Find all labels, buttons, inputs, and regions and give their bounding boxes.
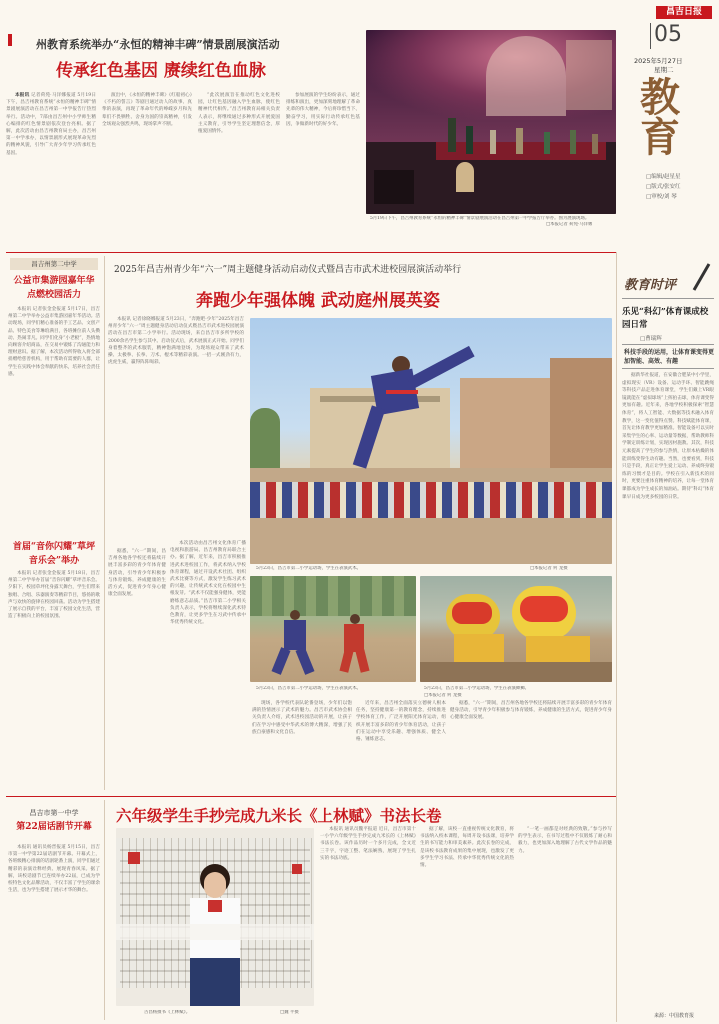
paragraph: 近年来，昌吉州全面落实立德树人根本任务，坚持健康第一的教育理念，持续推进学校体育工作，广泛开展阳光体育运动，组织开展丰富多彩的青少年体育活动，让孩子们在运动中享受乐趣、增强体质、健全人格、锤炼意志。 xyxy=(356,701,446,743)
story2-bottom3 xyxy=(450,700,612,792)
section-title: 教育 xyxy=(640,74,680,161)
page-number: 05 xyxy=(654,22,682,47)
paragraph: 本次活动由昌吉州文化体育广播电视和旅游局、昌吉州教育局联合主办。据了解，近年来，昌吉市积极推进武术进校园工作，将武术纳入学校体育课程，通过开设武术社团、组织武术比赛等方式，激发学生练习武术的兴趣，让传统武术文化在校园中生根发芽。“武术不仅能强身健体，更能磨练意志品质。”昌吉市第二小学相关负责人表示，学校将继续深化武术特色教育，让更多学生在习武中传承中华优秀传统文化。 xyxy=(170,541,246,626)
commentary-source: 来源：中国教育报 xyxy=(654,1013,695,1019)
commentary-badge-label: 教育时评 xyxy=(624,278,677,293)
paragraph: 本报讯 记者张金金报道 5月17日，昌吉州第二中学举办公益市集游园嘉年华活动。活动现场，同学们精心准备的手工艺品、文创产品、特色美食等琳琅满目，各班摊位前人头攒动、热闹非凡。同学们化身“小老板”，热情地向顾客介绍商品，在交易中锻炼了沟通能力和理财意识。据了解，本次活动所得收入将全部捐赠给慈善机构，用于帮助有需要的人群，让学生在实践中体会奉献的快乐，培养社会责任感。 xyxy=(8,307,100,377)
story1-kicker: 州教育系统举办“永恒的精神丰碑”情景剧展演活动 xyxy=(36,38,280,51)
commentary-badge xyxy=(622,262,714,296)
story2-bottom xyxy=(252,700,352,792)
photo-caption: 古昌杨摄书《上林赋》。 xyxy=(144,1010,191,1015)
issue-weekday: 星期二 xyxy=(654,66,674,74)
story1-body xyxy=(6,92,96,242)
story3-photo xyxy=(116,828,314,1006)
paragraph: 本报讯 通讯员杨晋报道 5月15日，昌吉市第一中学第22届话剧节开幕。开幕式上，各班级精心排演的话剧轮番上演，同学们通过精彩的表演诠释经典、展现青春风采。据了解，该校话剧节已连续举办22届，已成为学校特色文化品牌活动，不仅丰富了学生的课余生活，也为学生搭建了展示才华的舞台。 xyxy=(8,845,100,894)
paragraph: 据新华社报道，在安徽合肥某中小学里，虚拟现实（VR）设备、运动手环、智能跳绳等科技产品走进体育课堂，学生们戴上VR眼镜就能在“虚拟球场”上挥拍击球，体育课变得更加有趣。近年来，各地学校积极探索“智慧体育”，将人工智能、大数据等技术融入体育教学，这一变化值得点赞。科技赋能体育课，首先让体育教学更加精准。智能设备可以实时采集学生的心率、运动量等数据，帮助教师科学制定训练计划，实现因材施教。其次，科技元素提高了学生的参与热情，让原本枯燥的体能训练变得生动有趣。当然，也要看到，科技只是手段，真正让学生爱上运动、养成终身锻炼的习惯才是目的。学校在引入新技术的同时，更要注重体育精神的培养，让每一堂体育课都成为学生成长的加油站。期待“科幻”体育课早日成为更多校园的日常。 xyxy=(622,373,714,500)
side1-title: 公益市集游园嘉年华 点燃校园活力 xyxy=(13,276,95,300)
paragraph: 据悉，“六一”期间，昌吉州各地各学校还将陆续开展丰富多彩的青少年体育健身活动，引导青少年积极参与体育锻炼，养成健康的生活方式，促进青少年身心健康全面发展。 xyxy=(108,549,166,598)
paragraph: 参加展演的学生纷纷表示，通过排练和演出，更加深刻地理解了革命先辈的伟大精神，今后将珍惜当下、勤奋学习，用实际行动传承红色基因，争做新时代的好少年。 xyxy=(286,93,360,127)
story3-school: 昌吉市第一中学 xyxy=(29,809,79,817)
story2-photo-lion xyxy=(420,576,612,682)
paragraph: 本报讯 通讯员魏平报道 近日，昌吉市第十一小学六年级学生手抄完成九米长的《上林赋》书法长卷。该作品历时一个多月完成，全文近三千字，字迹工整、笔法娴熟，展现了学生扎实的书法功底。 xyxy=(320,827,416,861)
story2-title: 奔跑少年强体魄 武动庭州展英姿 xyxy=(196,291,440,311)
paragraph: 本报讯 记者张金金报道 5月18日，昌吉州第二中学举办首届“音你闪耀”草坪音乐会。夕阳下，校园草坪化身露天舞台，学生们带来独唱、合唱、乐器演奏等精彩节目，悠扬的歌声与欢快的旋律在校园回荡。活动为学生搭建了展示自我的平台，丰富了校园文化生活，营造了积极向上的校园氛围。 xyxy=(8,571,100,620)
story3-body xyxy=(8,844,100,1020)
paragraph: 演出中，《永恒的精神丰碑》《红船初心》《不朽的誓言》等剧目通过动人的故事、真挚的表演，再现了革命年代的峥嵘岁月和先辈们不畏牺牲、舍身为国的崇高精神，引发全场观众强烈共鸣，现场掌声不断。 xyxy=(102,93,192,127)
story2-bottom2 xyxy=(356,700,446,792)
commentary-title: 乐见“科幻”体育课成校园日常 xyxy=(622,307,709,330)
story3-title: 第22届话剧节开幕 xyxy=(16,822,92,832)
story2-kicker: 2025年昌吉州青少年“六一”周主题健身活动启动仪式暨昌吉市武术进校园展演活动举行 xyxy=(114,265,462,275)
paragraph: 据悉，“六一”期间，昌吉州各地各学校还将陆续开展丰富多彩的青少年体育健身活动，引导青少年积极参与体育锻炼，养成健康的生活方式，促进青少年身心健康全面发展。 xyxy=(450,701,612,721)
story1-title: 传承红色基因 赓续红色血脉 xyxy=(56,61,266,81)
issue-date: 2025年5月27日 xyxy=(634,57,683,65)
story2-photo-main xyxy=(250,318,612,564)
section-label xyxy=(640,74,716,248)
story1-body-col3 xyxy=(198,92,280,242)
editor-list xyxy=(646,172,681,202)
paragraph: “一笔一画都是对经典的致敬。”参与抄写的学生表示，在书写过程中不仅锻炼了耐心和毅力，也更加深入地理解了古代文学作品的魅力。 xyxy=(518,827,612,854)
editor-line: □编辑/赵星星 xyxy=(646,174,681,180)
photo-credit: □本报记者 何 龙摄 xyxy=(424,693,462,698)
paragraph: 据了解，该校一直重视传统文化教育，将书法纳入校本课程，每周开设书法课，培养学生的书写能力和审美素养。此次长卷的完成，是该校书法教育成果的集中展现，也激发了更多学生学习书法、传承中华优秀传统文化的热情。 xyxy=(420,827,514,869)
side1-body2 xyxy=(8,570,100,790)
brand-logo: 昌吉日报 xyxy=(656,6,712,19)
paragraph: 记者荷苑·马洋娜报道 5月19日下午，昌吉州教育系统“永恒的精神丰碑”情景剧展演活动在昌吉州第一中学报告厅热烈举行。活动中，7部由昌吉州中小学师生精心编排的红色情景剧依次登台亮相。据了解，此次活动由昌吉州教育局主办，昌吉州第一中学承办，以情景剧形式展现革命先烈的精神风貌，引导广大青少年学习传承红色基因。 xyxy=(6,93,96,156)
commentary-author: □曹瑞辉 xyxy=(640,336,662,342)
story3-headline: 六年级学生手抄完成九米长《上林赋》书法长卷 xyxy=(116,806,442,825)
photo-credit: □本报记者 荷苑·马洋娜 xyxy=(546,222,593,227)
story1-photo xyxy=(366,30,616,214)
story2-col1 xyxy=(108,316,244,546)
side1-school: 昌吉州第二中学 xyxy=(10,258,98,270)
lead-in: 本报讯 xyxy=(15,93,30,98)
story2-col2-text xyxy=(170,540,246,700)
story1-body-col2 xyxy=(102,92,192,242)
story3-lead xyxy=(320,826,416,1020)
photo-caption: 5月19日下午，昌吉州教育系统“永恒的精神丰碑”情景剧展演活动在昌吉州第一中学报告厅举办。图为展演现场。 xyxy=(370,216,590,221)
commentary-body xyxy=(622,372,714,1008)
editor-line: □版式/张安红 xyxy=(646,184,681,190)
editor-line: □审校/刘 琴 xyxy=(646,194,677,200)
photo-caption: 5月23日，昌吉市第二小学运动场，学生在表演舞狮。 xyxy=(424,686,529,691)
pen-icon xyxy=(693,263,711,290)
paragraph: “此次展演旨在推动红色文化进校园，让红色基因融入学生血脉，使红色精神代代相传。”昌吉州教育局相关负责人表示，将继续通过多种形式开展爱国主义教育，引导学生坚定理想信念，厚植爱国情怀。 xyxy=(198,93,280,135)
photo-credit: □魏 平摄 xyxy=(280,1010,299,1015)
photo-credit: □本报记者 何 龙摄 xyxy=(530,566,568,571)
photo-caption: 5月23日，昌吉市第二小学运动场，学生在表演武术。 xyxy=(256,686,361,691)
paragraph: 本报讯 记者徐晓娜报道 5月23日，“奔跑吧·少年”2025年昌吉州青少年“六一”周主题健身活动启动仪式暨昌吉市武术进校园展演活动在昌吉市第二小学举行。活动现场，来自昌吉市多所学校的2000余名学生参与其中。启动仪式后，武术展演正式开始。同学们身着整齐的武术服装，精神饱满地登场，为现场观众带来了武术操、太极拳、长拳、刀术、棍术等精彩表演。一招一式刚劲有力，虎虎生威，赢得阵阵喝彩。 xyxy=(108,317,244,366)
photo-caption: 5月23日，昌吉市第二小学运动场，学生在表演武术。 xyxy=(256,566,361,571)
story2-photo-wushu xyxy=(250,576,416,682)
story3-body2 xyxy=(420,826,514,1020)
story3-body3 xyxy=(518,826,612,1020)
story1-body-col4 xyxy=(286,92,360,242)
commentary-subtitle: 科技手段的运用，让体育课变得更加智能、高效、有趣 xyxy=(624,349,715,365)
side1-title2: 首届“音你闪耀”草坪音乐会”举办 xyxy=(12,542,96,566)
story2-col3-text xyxy=(108,548,166,698)
side1-body xyxy=(8,306,100,540)
paragraph: 现场，各学校代表队轮番登场，少年们以饱满的热情展示了武术的魅力。昌吉市武术协会相关负责人介绍，武术进校园活动的开展，让孩子们在学习中感受中华武术的博大精深，增强了民族自豪感和文化自信。 xyxy=(252,701,352,735)
